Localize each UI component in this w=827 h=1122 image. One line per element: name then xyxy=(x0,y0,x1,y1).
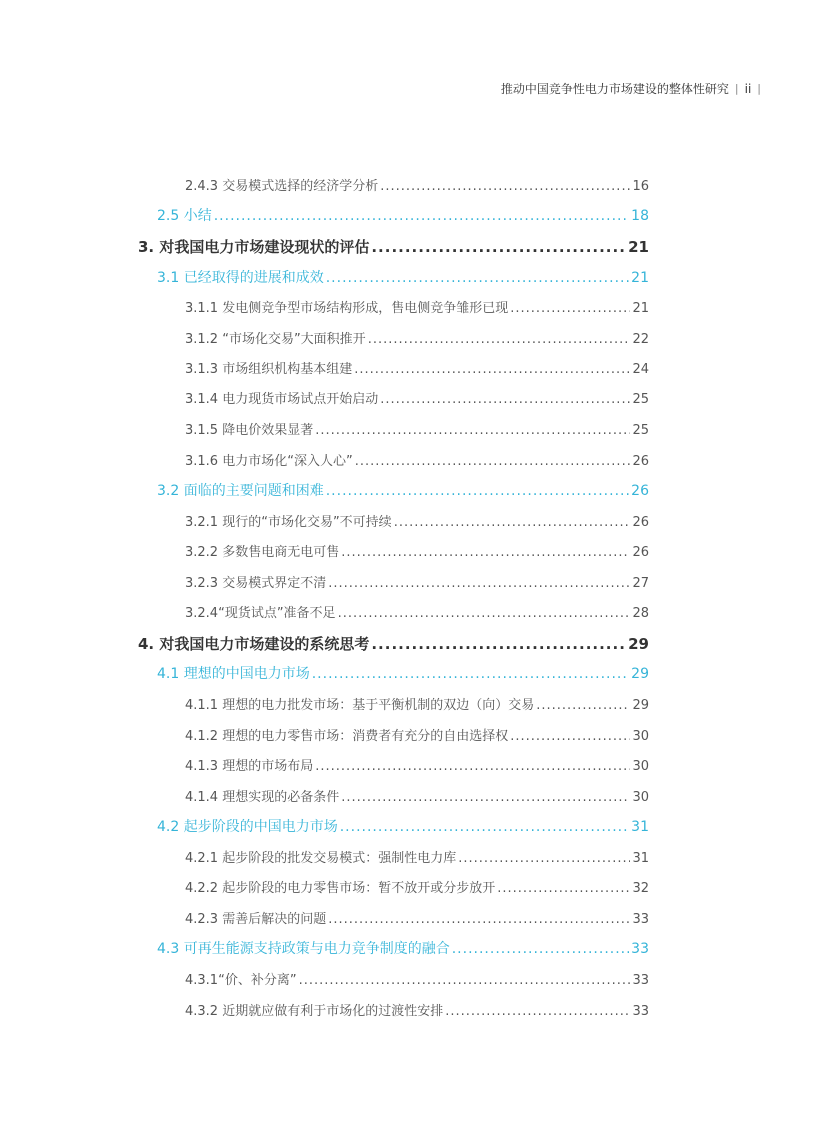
toc-leader-dots xyxy=(368,332,631,347)
toc-entry-label: 3.1.6 电力市场化“深入人心” xyxy=(185,454,353,469)
toc-entry-label: 4.3 可再生能源支持政策与电力竞争制度的融合 xyxy=(157,941,450,957)
toc-entry-label: 3.2.1 现行的“市场化交易”不可持续 xyxy=(185,515,392,530)
toc-entry-page: 29 xyxy=(632,698,649,713)
toc-entry-page: 31 xyxy=(631,819,649,835)
toc-entry[interactable] xyxy=(185,450,649,469)
header-separator-left: | xyxy=(734,82,739,95)
toc-entry-page: 29 xyxy=(628,635,649,653)
toc-entry[interactable] xyxy=(185,297,649,316)
toc-entry-label: 3.1.3 市场组织机构基本组建 xyxy=(185,362,353,377)
header-page-number: ii xyxy=(744,81,752,96)
toc-entry-label: 4.1.2 理想的电力零售市场：消费者有充分的自由选择权 xyxy=(185,729,509,744)
toc-entry-label: 2.5 小结 xyxy=(157,208,212,224)
toc-leader-dots xyxy=(380,392,630,407)
toc-entry[interactable] xyxy=(185,572,649,591)
toc-leader-dots xyxy=(315,759,630,774)
toc-leader-dots xyxy=(458,851,630,866)
toc-leader-dots xyxy=(340,819,629,835)
toc-entry-label: 3.1 已经取得的进展和成效 xyxy=(157,270,324,286)
toc-entry[interactable] xyxy=(185,1000,649,1019)
toc-entry[interactable] xyxy=(185,847,649,866)
toc-entry[interactable] xyxy=(185,694,649,713)
toc-entry-page: 27 xyxy=(632,576,649,591)
toc-leader-dots xyxy=(341,545,630,560)
toc-entry[interactable] xyxy=(185,388,649,407)
toc-entry[interactable] xyxy=(157,205,649,225)
toc-entry-label: 3.1.1 发电侧竞争型市场结构形成，售电侧竞争雏形已现 xyxy=(185,301,509,316)
toc-entry-page: 25 xyxy=(632,423,649,438)
toc-entry-page: 28 xyxy=(632,606,649,621)
toc-entry-page: 32 xyxy=(632,881,649,896)
toc-entry-label: 4.2.1 起步阶段的批发交易模式：强制性电力库 xyxy=(185,851,457,866)
toc-leader-dots xyxy=(355,454,631,469)
toc-entry-label: 4.1 理想的中国电力市场 xyxy=(157,666,310,682)
toc-entry-label: 4.2.3 需善后解决的问题 xyxy=(185,912,327,927)
toc-leader-dots xyxy=(445,1004,630,1019)
toc-entry-page: 26 xyxy=(631,483,649,499)
toc-entry-label: 4.1.3 理想的市场布局 xyxy=(185,759,314,774)
toc-leader-dots xyxy=(328,912,630,927)
toc-entry-page: 31 xyxy=(632,851,649,866)
toc-entry-page: 16 xyxy=(632,179,649,194)
header-separator-right: | xyxy=(757,82,761,95)
toc-leader-dots xyxy=(338,606,631,621)
toc-entry-label: 4. 对我国电力市场建设的系统思考 xyxy=(138,635,370,653)
toc-entry[interactable] xyxy=(157,663,649,683)
toc-entry[interactable] xyxy=(185,725,649,744)
toc-entry-page: 25 xyxy=(632,392,649,407)
toc-entry-page: 21 xyxy=(628,238,649,256)
toc-entry-label: 4.1.4 理想实现的必备条件 xyxy=(185,790,340,805)
toc-entry-page: 30 xyxy=(632,729,649,744)
toc-entry[interactable] xyxy=(185,511,649,530)
toc-entry-page: 24 xyxy=(632,362,649,377)
toc-entry[interactable] xyxy=(185,358,649,377)
toc-entry[interactable] xyxy=(185,786,649,805)
toc-entry-page: 18 xyxy=(631,208,649,224)
toc-leader-dots xyxy=(312,666,629,682)
toc-entry-page: 26 xyxy=(632,515,649,530)
toc-leader-dots xyxy=(452,941,629,957)
toc-entry[interactable] xyxy=(185,877,649,896)
toc-entry[interactable] xyxy=(157,938,649,958)
toc-leader-dots xyxy=(214,208,629,224)
toc-entry-label: 3.2 面临的主要问题和困难 xyxy=(157,483,324,499)
toc-entry-label: 3.2.4“现货试点”准备不足 xyxy=(185,606,336,621)
toc-leader-dots xyxy=(380,179,630,194)
toc-entry[interactable] xyxy=(185,908,649,927)
toc-entry-label: 4.2.2 起步阶段的电力零售市场：暂不放开或分步放开 xyxy=(185,881,496,896)
toc-leader-dots xyxy=(394,515,631,530)
toc-entry-label: 4.1.1 理想的电力批发市场：基于平衡机制的双边（向）交易 xyxy=(185,698,535,713)
toc-entry-page: 30 xyxy=(632,790,649,805)
toc-leader-dots xyxy=(497,881,630,896)
toc-entry-page: 22 xyxy=(632,332,649,347)
toc-entry-page: 26 xyxy=(632,454,649,469)
running-header xyxy=(501,80,767,97)
toc-leader-dots xyxy=(536,698,630,713)
toc-entry-label: 4.2 起步阶段的中国电力市场 xyxy=(157,819,338,835)
toc-entry[interactable] xyxy=(157,267,649,287)
toc-leader-dots xyxy=(299,973,631,988)
toc-entry-page: 21 xyxy=(631,270,649,286)
header-title: 推动中国竞争性电力市场建设的整体性研究 xyxy=(500,82,729,96)
toc-entry-page: 33 xyxy=(632,973,649,988)
toc-leader-dots xyxy=(326,270,629,286)
toc-entry[interactable] xyxy=(185,328,649,347)
toc-entry-label: 3.1.4 电力现货市场试点开始启动 xyxy=(185,392,379,407)
toc-leader-dots xyxy=(371,238,626,256)
toc-entry-label: 4.3.2 近期就应做有利于市场化的过渡性安排 xyxy=(185,1004,444,1019)
toc-entry[interactable] xyxy=(138,633,649,654)
toc-entry-page: 33 xyxy=(632,912,649,927)
toc-entry-label: 3.1.5 降电价效果显著 xyxy=(185,423,314,438)
toc-entry[interactable] xyxy=(185,755,649,774)
toc-entry[interactable] xyxy=(185,175,649,194)
toc-leader-dots xyxy=(341,790,630,805)
toc-leader-dots xyxy=(328,576,630,591)
toc-entry[interactable] xyxy=(185,602,649,621)
toc-entry-label: 3.1.2 “市场化交易”大面积推开 xyxy=(185,332,366,347)
toc-leader-dots xyxy=(371,635,626,653)
toc-entry[interactable] xyxy=(138,236,649,257)
toc-entry-label: 2.4.3 交易模式选择的经济学分析 xyxy=(185,179,379,194)
toc-entry-label: 3.2.2 多数售电商无电可售 xyxy=(185,545,340,560)
toc-entry-page: 21 xyxy=(632,301,649,316)
toc-leader-dots xyxy=(315,423,630,438)
toc-entry-label: 3.2.3 交易模式界定不清 xyxy=(185,576,327,591)
toc-entry-page: 30 xyxy=(632,759,649,774)
toc-entry-label: 3. 对我国电力市场建设现状的评估 xyxy=(138,238,370,256)
toc-leader-dots xyxy=(510,301,630,316)
toc-entry[interactable] xyxy=(185,419,649,438)
toc-leader-dots xyxy=(354,362,630,377)
toc-entry-label: 4.3.1“价、补分离” xyxy=(185,973,297,988)
toc-leader-dots xyxy=(326,483,629,499)
toc-entry-page: 29 xyxy=(631,666,649,682)
toc-entry[interactable] xyxy=(157,480,649,500)
toc-entry-page: 33 xyxy=(632,1004,649,1019)
toc-entry[interactable] xyxy=(185,969,649,988)
toc-leader-dots xyxy=(510,729,630,744)
toc-entry-page: 26 xyxy=(632,545,649,560)
toc-entry-page: 33 xyxy=(631,941,649,957)
toc-entry[interactable] xyxy=(157,816,649,836)
toc-entry[interactable] xyxy=(185,541,649,560)
